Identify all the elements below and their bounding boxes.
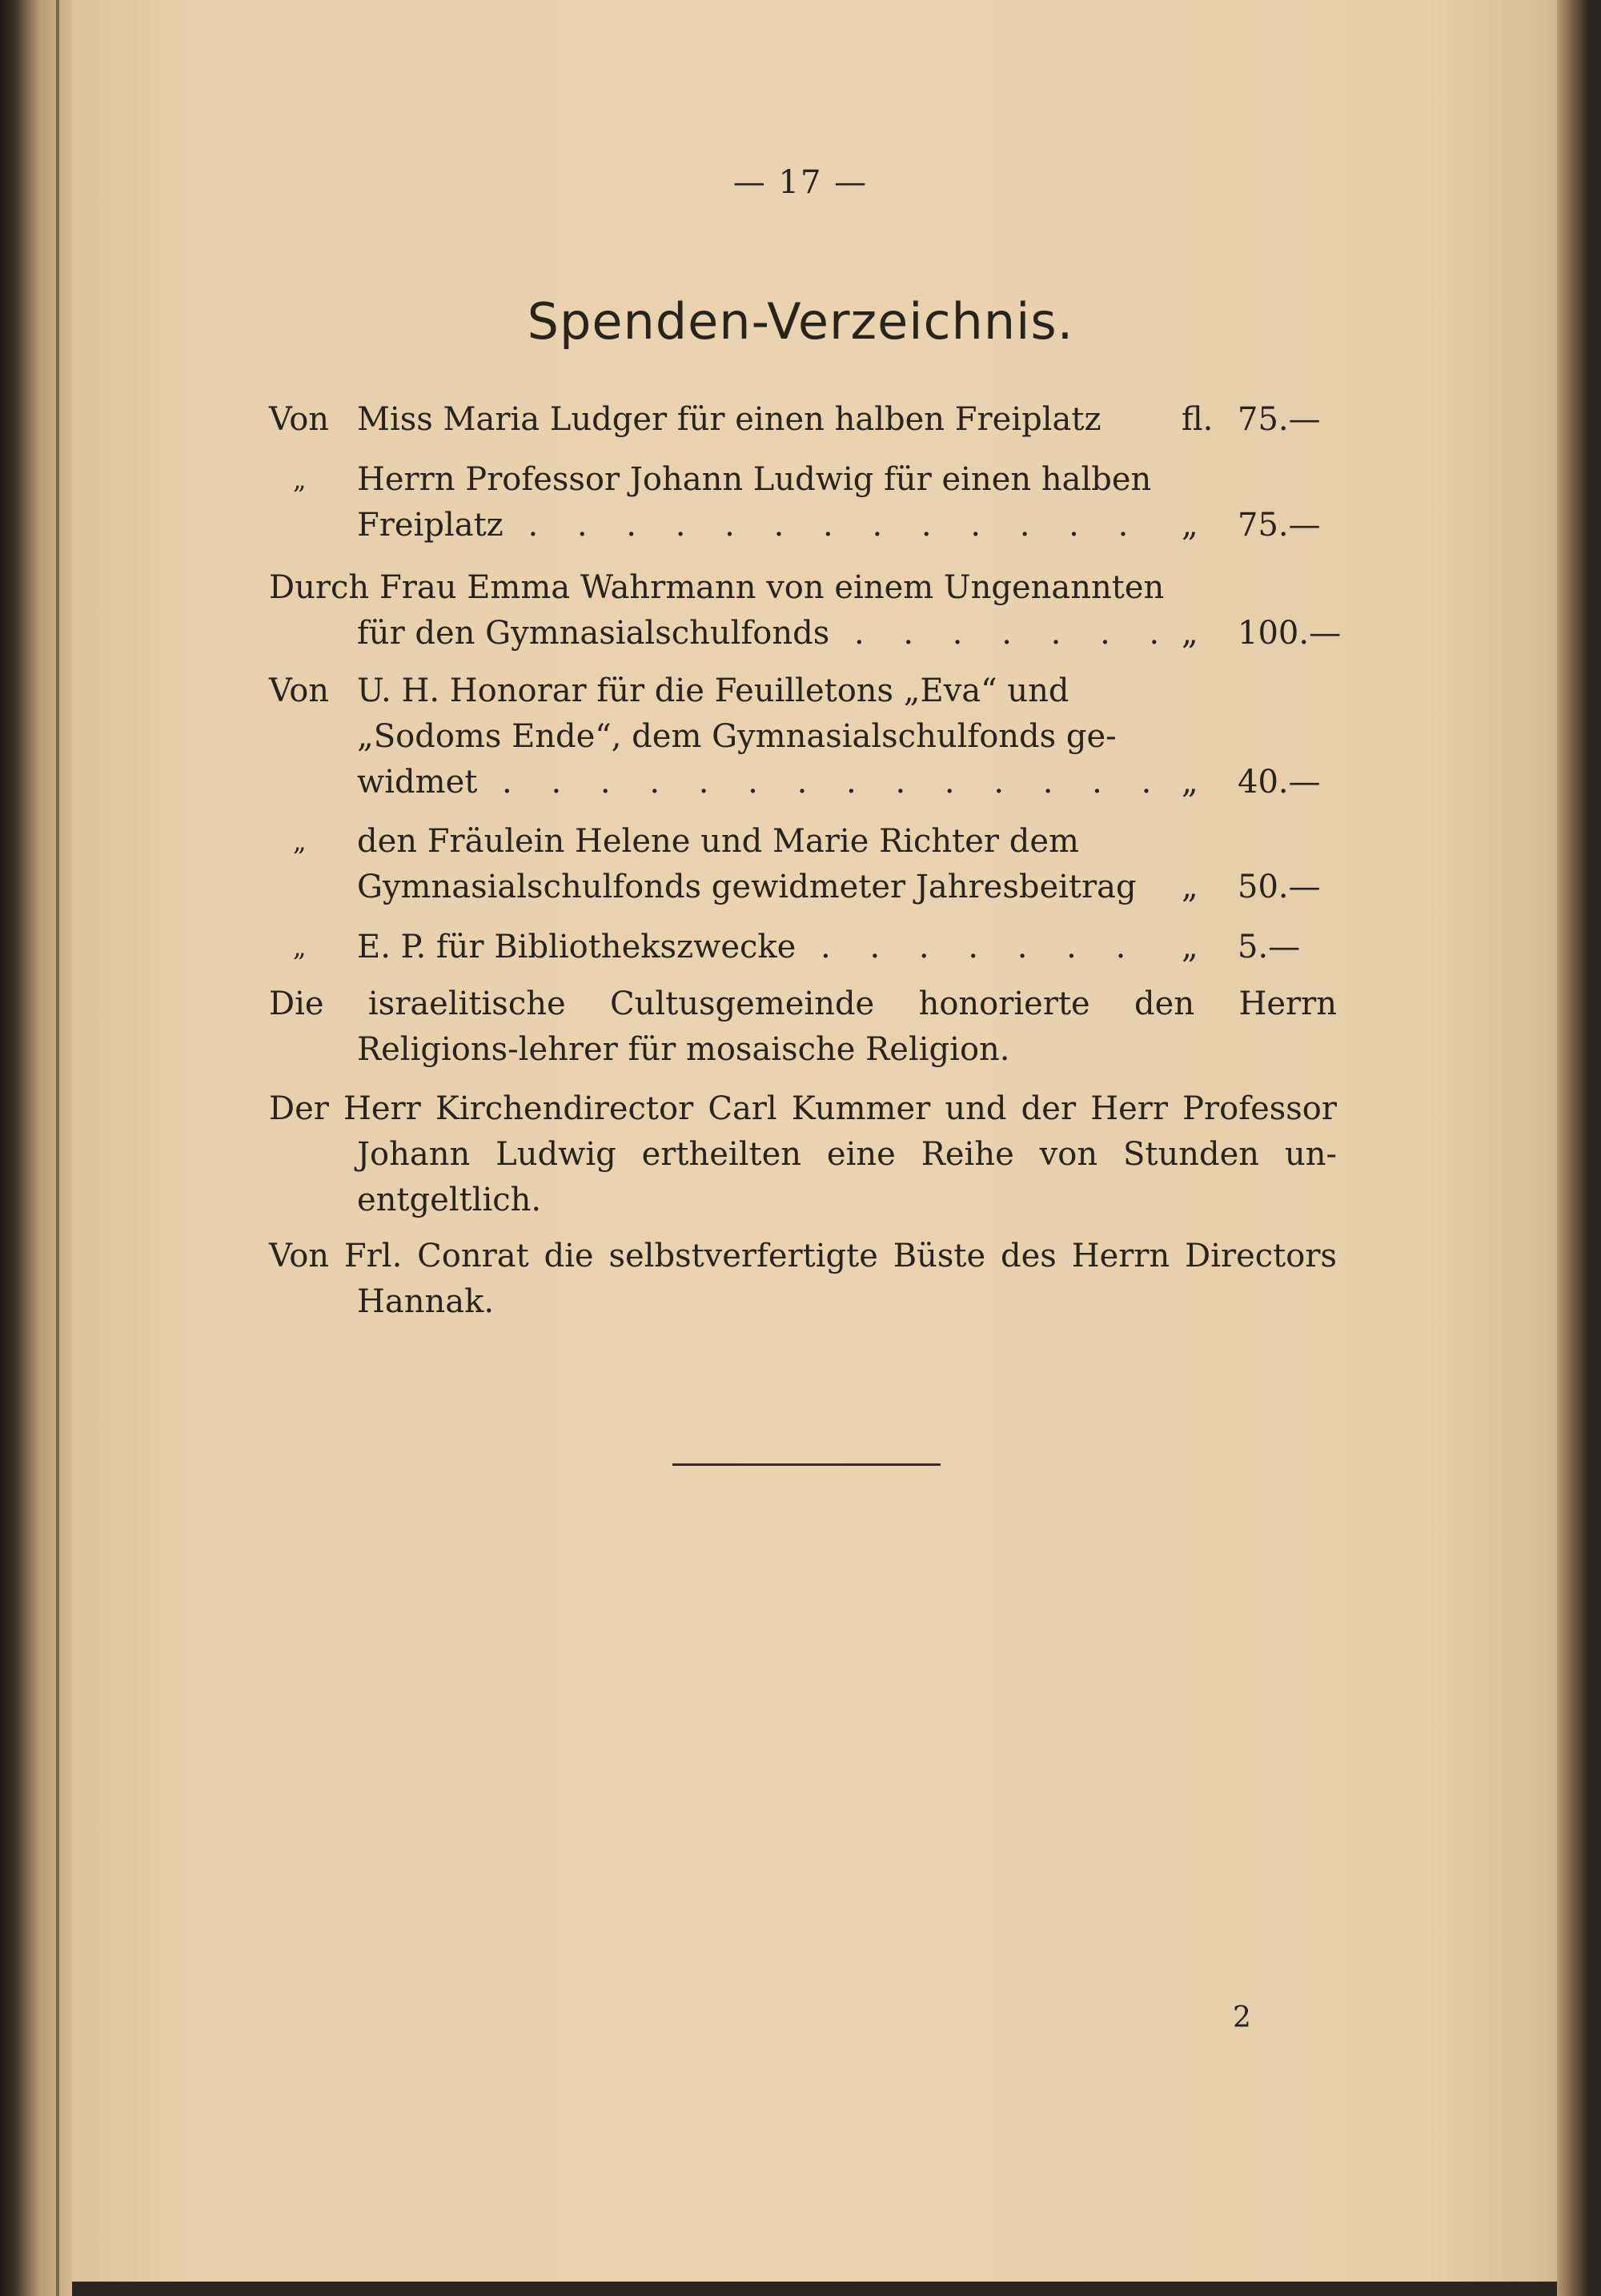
- entry-unit: „: [1182, 869, 1198, 905]
- section-divider: [672, 1463, 941, 1466]
- donation-entry: [269, 819, 1337, 910]
- note-paragraph: [269, 1086, 1337, 1223]
- entry-text: U. H. Honorar für die Feuilletons „Eva“ und: [357, 672, 1069, 709]
- page-number: — 17 —: [732, 164, 869, 201]
- note-paragraph: [269, 1234, 1337, 1325]
- leader-dots: . . . . . . .: [829, 615, 1174, 652]
- entry-unit: fl.: [1182, 401, 1214, 438]
- entry-unit: „: [1182, 615, 1198, 652]
- entry-marker: Von: [269, 672, 330, 709]
- entry-text: widmet: [357, 764, 478, 801]
- entry-text: E. P. für Bibliothekszwecke: [357, 929, 796, 965]
- entry-amount: 50.—: [1238, 869, 1321, 905]
- entry-unit: „: [1182, 764, 1198, 801]
- entry-text: den Fräulein Helene und Marie Richter dem: [357, 823, 1079, 860]
- leader-dots: . . . . . . . . . . . . . .: [477, 764, 1166, 801]
- note-text: Von Frl. Conrat die selbstverfertigte Büste des Herrn Directors Hannak.: [269, 1238, 1337, 1320]
- entry-text: Freiplatz: [357, 507, 504, 544]
- entry-amount: 100.—: [1238, 615, 1342, 652]
- note-paragraph: [269, 981, 1337, 1073]
- note-text: Die israelitische Cultusgemeinde honorierte den Herrn Religions-lehrer für mosaische Religion.: [269, 985, 1337, 1068]
- entry-amount: 5.—: [1238, 929, 1301, 965]
- entry-unit: „: [1182, 507, 1198, 544]
- entry-text: Herrn Professor Johann Ludwig für einen halben: [357, 461, 1152, 498]
- signature-mark: 2: [1233, 2001, 1251, 2034]
- entry-text: Frau Emma Wahrmann von einem Ungenannten: [379, 569, 1165, 606]
- entry-marker: Von: [269, 401, 330, 438]
- entry-text: „Sodoms Ende“, dem Gymnasialschulfonds ge-: [357, 718, 1117, 755]
- entry-marker: „: [293, 826, 307, 857]
- leader-dots: . . . . . . .: [796, 929, 1141, 965]
- entry-marker: Durch: [269, 569, 370, 606]
- entry-text: für den Gymnasialschulfonds: [357, 615, 830, 652]
- donation-entry: [269, 925, 1337, 970]
- page-title: Spenden-Verzeichnis.: [527, 292, 1074, 351]
- entry-text: Miss Maria Ludger für einen halben Freiplatz: [357, 401, 1101, 438]
- leader-dots: . . . . . . . . . . . . .: [503, 507, 1143, 544]
- entry-marker: „: [293, 464, 307, 495]
- entry-amount: 75.—: [1238, 507, 1321, 544]
- donation-entry: [269, 457, 1337, 548]
- entry-text: Gymnasialschulfonds gewidmeter Jahresbeitrag: [357, 869, 1137, 905]
- entry-marker: „: [293, 932, 307, 962]
- donation-entry: [269, 397, 1337, 443]
- entry-amount: 75.—: [1238, 401, 1321, 438]
- entry-amount: 40.—: [1238, 764, 1321, 801]
- donation-entry: [269, 565, 1342, 656]
- entry-unit: „: [1182, 929, 1198, 965]
- note-text: Der Herr Kirchendirector Carl Kummer und der Herr Professor Johann Ludwig ertheilten eine Reihe von Stunden un-entgeltlich.: [269, 1090, 1337, 1218]
- donation-entry: [269, 668, 1337, 805]
